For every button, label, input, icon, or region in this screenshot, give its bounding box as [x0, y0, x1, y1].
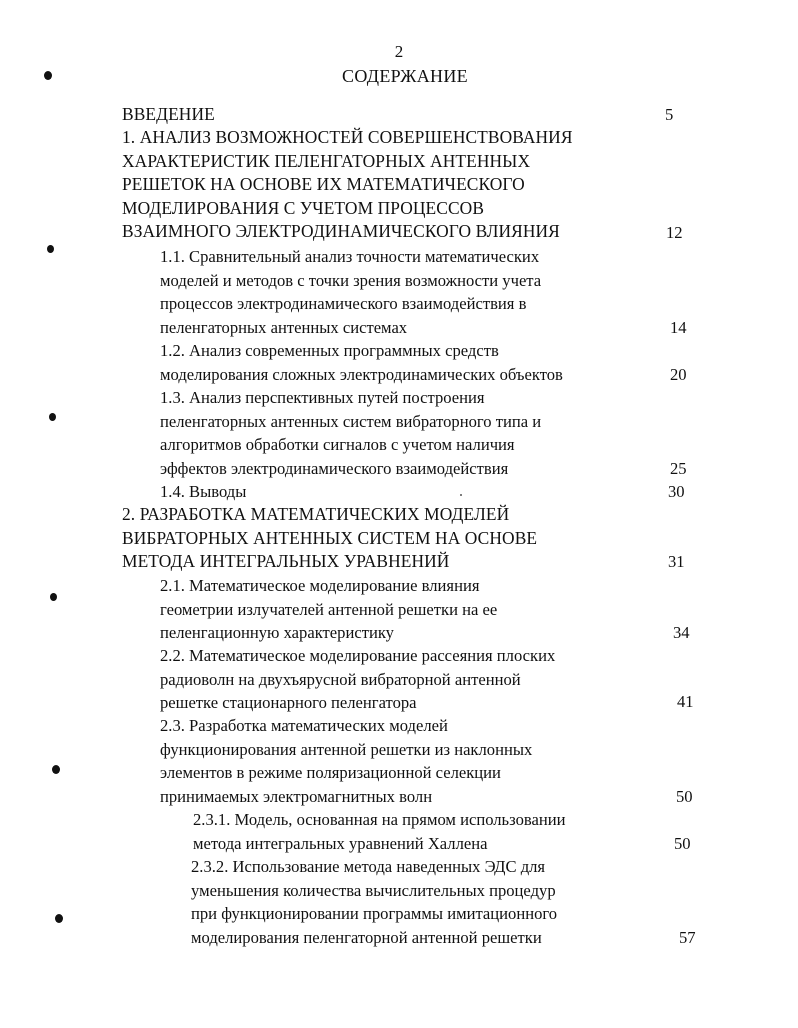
binding-hole-mark [44, 71, 52, 80]
toc-page-number: 14 [670, 318, 687, 337]
toc-page-number: 50 [674, 834, 691, 853]
toc-page-number: 57 [679, 928, 696, 947]
toc-entry-line: решетке стационарного пеленгатора [160, 693, 417, 713]
toc-entry-line: принимаемых электромагнитных волн [160, 786, 433, 806]
toc-entry-line: 2.3.1. Модель, основанная на прямом использовании [193, 810, 566, 829]
toc-entry-line: ВВЕДЕНИЕ [122, 104, 215, 124]
toc-entry-line: ХАРАКТЕРИСТИК ПЕЛЕНГАТОРНЫХ АНТЕННЫХ [122, 150, 531, 171]
toc-entry-line: ВИБРАТОРНЫХ АНТЕННЫХ СИСТЕМ НА ОСНОВЕ [122, 527, 538, 548]
toc-entry-line: РЕШЕТОК НА ОСНОВЕ ИХ МАТЕМАТИЧЕСКОГО [122, 174, 525, 195]
toc-entry-line: элементов в режиме поляризационной селекции [160, 763, 501, 783]
toc-entry-line: 2. РАЗРАБОТКА МАТЕМАТИЧЕСКИХ МОДЕЛЕЙ [122, 504, 510, 524]
toc-entry-line: 1.3. Анализ перспективных путей построения [160, 388, 485, 407]
toc-entry-section-1-1 [160, 245, 541, 339]
toc-entry-line: при функционировании программы имитационного [191, 904, 558, 924]
toc-entry-line: уменьшения количества вычислительных процедур [191, 880, 556, 900]
toc-entry-line: пеленгационную характеристику [160, 623, 394, 643]
toc-page-number: 31 [668, 552, 685, 571]
toc-entry-line: моделирования сложных электродинамических объектов [160, 364, 563, 384]
toc-page-number: 30 [668, 482, 685, 501]
binding-hole-mark [47, 245, 54, 253]
toc-entry-line: геометрии излучателей антенной решетки на ее [160, 599, 498, 619]
toc-entry-line: пеленгаторных антенных системах [160, 317, 408, 337]
binding-hole-mark [52, 765, 60, 774]
toc-entry-line: 2.3.2. Использование метода наведенных ЭДС для [191, 857, 546, 876]
toc-entry-line: пеленгаторных антенных систем вибраторного типа и [160, 411, 542, 431]
toc-page-number: 25 [670, 459, 687, 478]
toc-entry-subsection-2-3-2 [191, 855, 557, 949]
toc-entry-line: эффектов электродинамического взаимодействия [160, 458, 509, 478]
toc-entry-line: 1.1. Сравнительный анализ точности математических [160, 247, 540, 266]
toc-entry-section-1-4 [160, 480, 246, 504]
toc-entry-line: радиоволн на двухъярусной вибраторной антенной [160, 669, 521, 689]
toc-entry-introduction [122, 103, 215, 127]
toc-entry-line: 2.2. Математическое моделирование рассеяния плоских [160, 646, 556, 665]
scan-speck [460, 494, 462, 496]
toc-entry-subsection-2-3-1 [193, 808, 566, 855]
toc-entry-line: моделей и методов с точки зрения возможности учета [160, 270, 542, 290]
binding-hole-mark [50, 593, 57, 601]
toc-page-number: 5 [665, 105, 674, 124]
toc-page-number: 12 [666, 223, 683, 242]
toc-entry-line: метода интегральных уравнений Халлена [193, 833, 488, 853]
toc-entry-line: процессов электродинамического взаимодействия в [160, 294, 527, 314]
toc-entry-section-1-2 [160, 339, 563, 386]
toc-entry-line: ВЗАИМНОГО ЭЛЕКТРОДИНАМИЧЕСКОГО ВЛИЯНИЯ [122, 221, 560, 242]
toc-entry-line: функционирования антенной решетки из наклонных [160, 739, 533, 759]
toc-entry-line: 1. АНАЛИЗ ВОЗМОЖНОСТЕЙ СОВЕРШЕНСТВОВАНИЯ [122, 127, 573, 147]
toc-entry-section-1-3 [160, 386, 541, 480]
toc-page-number: 41 [677, 692, 694, 711]
toc-entry-chapter-1 [122, 126, 573, 244]
toc-entry-section-2-3 [160, 714, 532, 808]
toc-page-number: 50 [676, 787, 693, 806]
toc-entry-line: МЕТОДА ИНТЕГРАЛЬНЫХ УРАВНЕНИЙ [122, 551, 450, 572]
toc-page-number: 34 [673, 623, 690, 642]
toc-entry-chapter-2 [122, 503, 537, 574]
binding-hole-mark [49, 413, 56, 421]
toc-entry-line: 1.4. Выводы [160, 482, 247, 501]
toc-entry-section-2-1 [160, 574, 497, 645]
toc-entry-line: моделирования пеленгаторной антенной решетки [191, 927, 542, 947]
toc-title: СОДЕРЖАНИЕ [342, 66, 468, 86]
toc-entry-line: алгоритмов обработки сигналов с учетом наличия [160, 435, 515, 455]
page-number: 2 [394, 42, 404, 61]
binding-hole-mark [55, 914, 63, 923]
toc-entry-line: МОДЕЛИРОВАНИЯ С УЧЕТОМ ПРОЦЕССОВ [122, 197, 485, 218]
toc-entry-line: 1.2. Анализ современных программных средств [160, 341, 499, 360]
toc-entry-line: 2.1. Математическое моделирование влияния [160, 576, 480, 595]
toc-entry-line: 2.3. Разработка математических моделей [160, 716, 448, 735]
toc-entry-section-2-2 [160, 644, 555, 715]
toc-page-number: 20 [670, 365, 687, 384]
